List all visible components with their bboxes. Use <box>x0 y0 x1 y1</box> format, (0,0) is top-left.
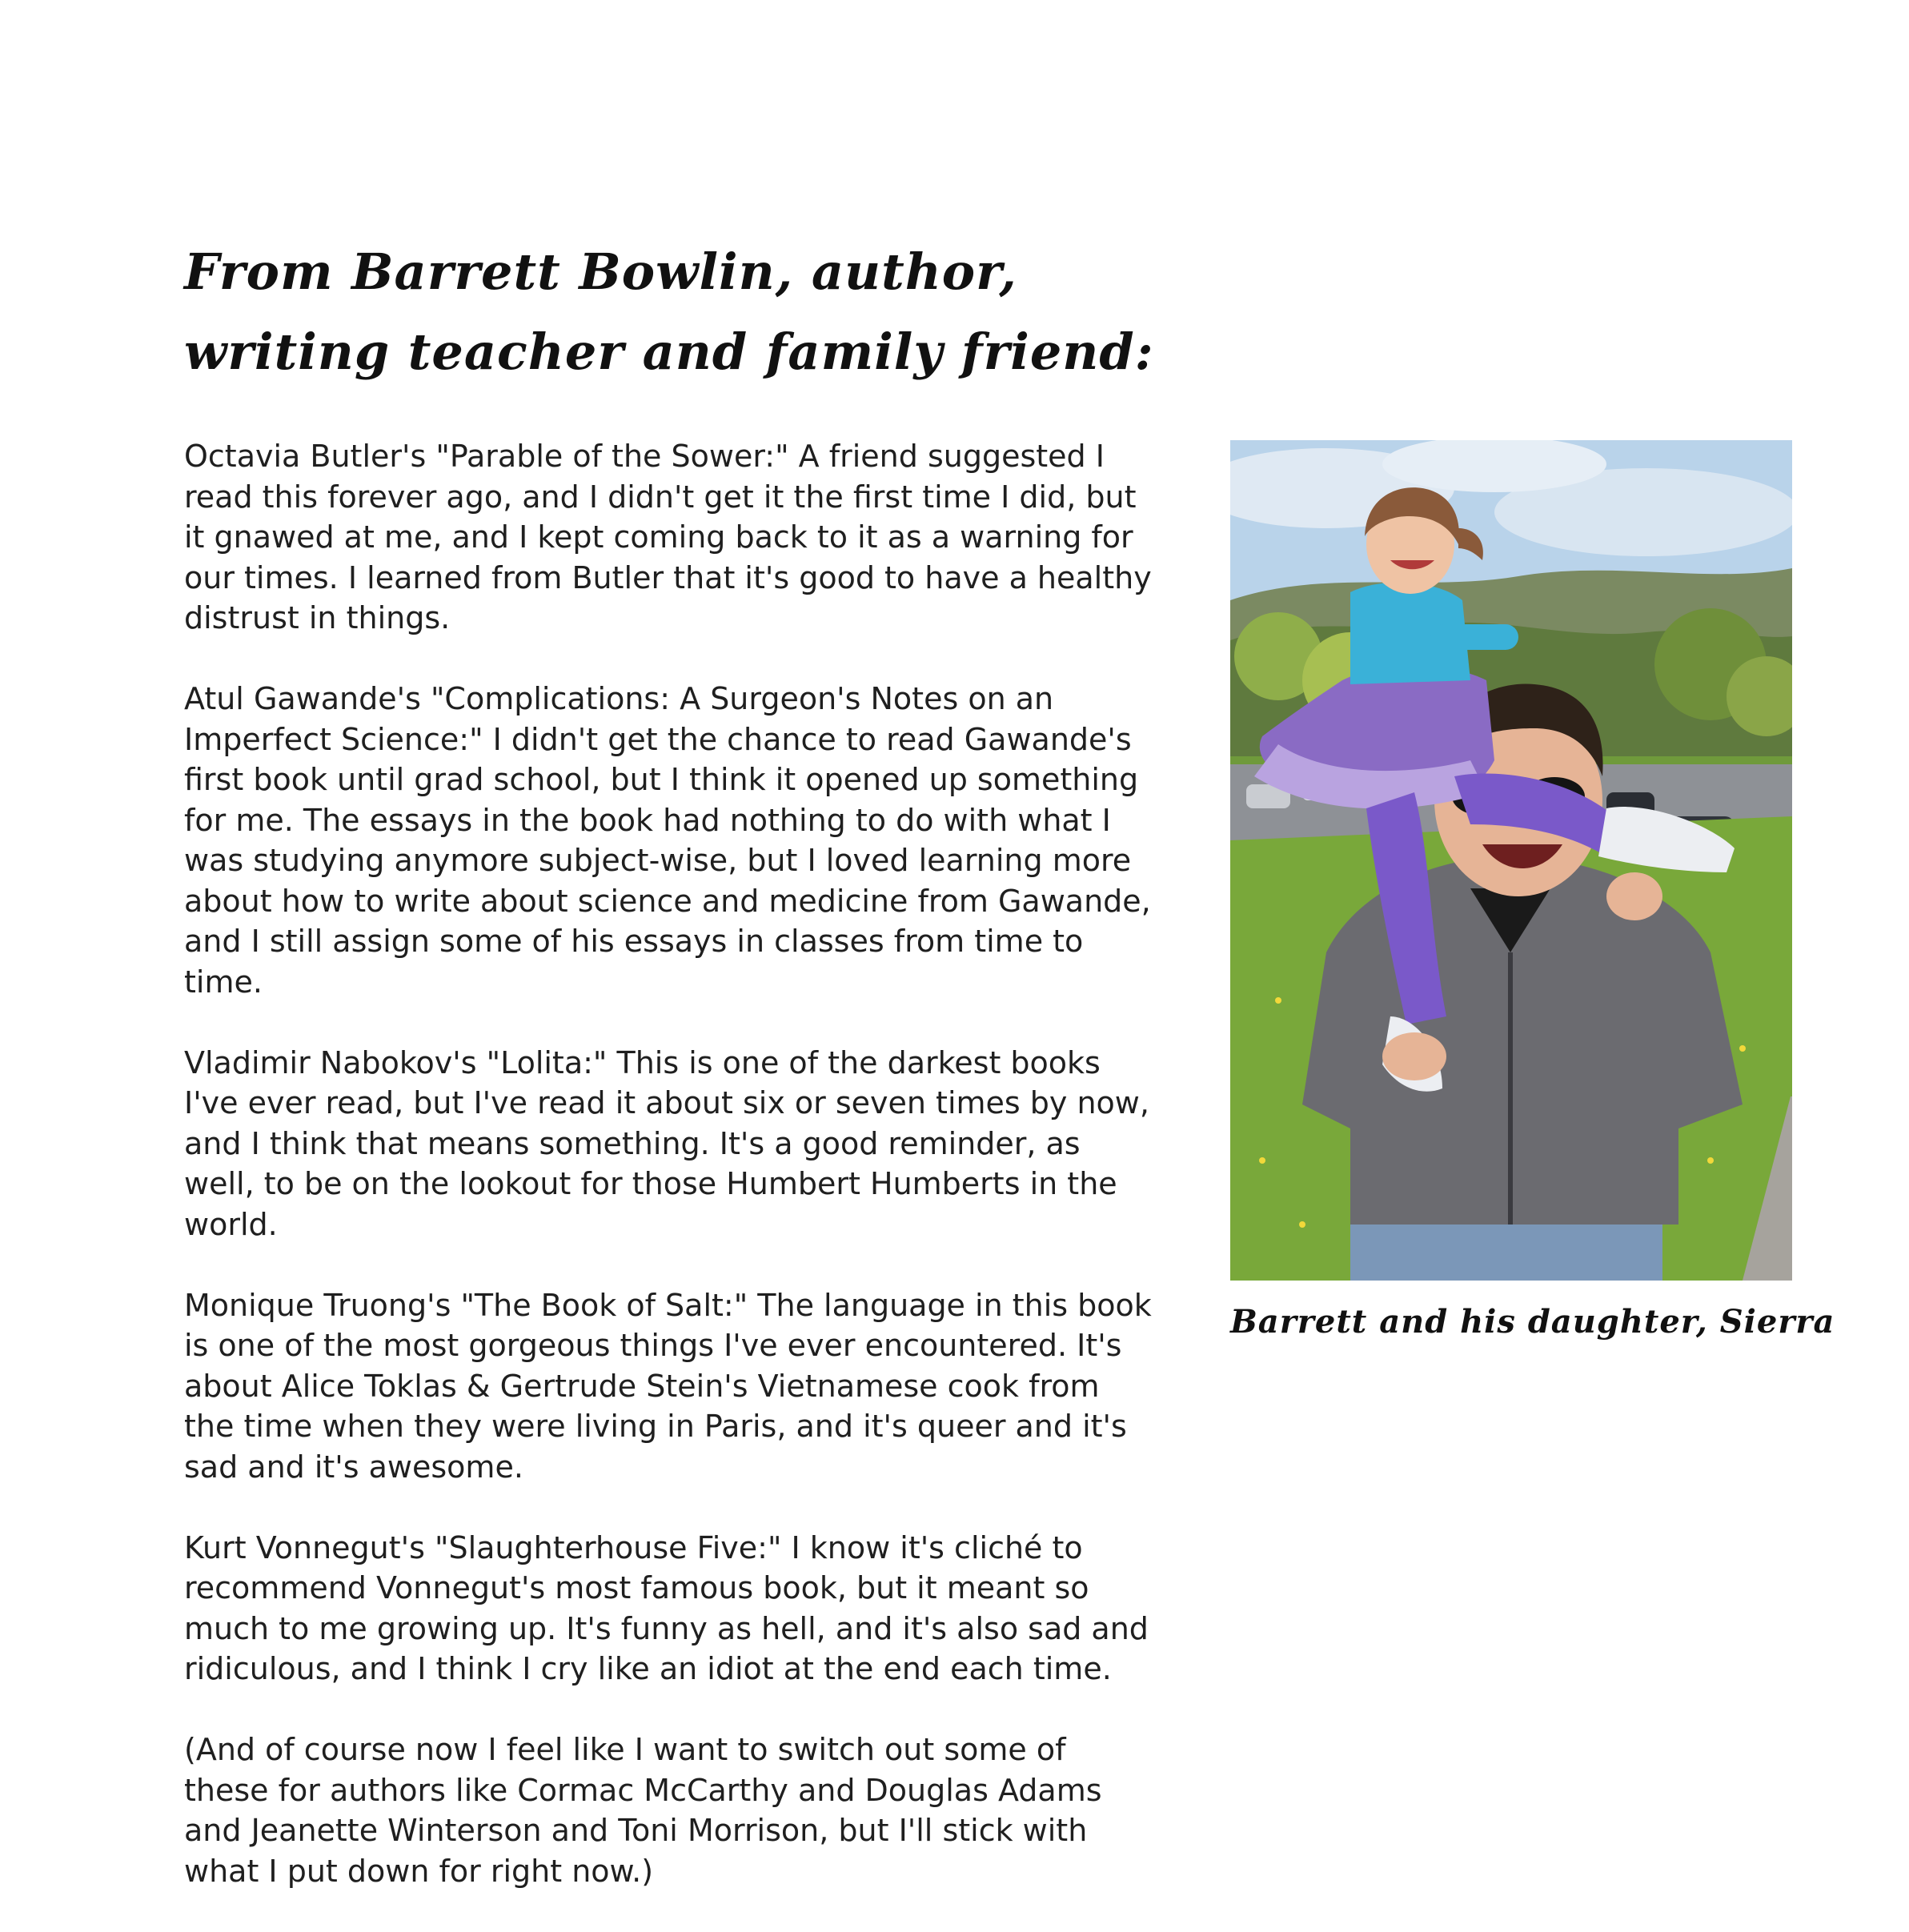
recommendations-text <box>184 436 1153 1932</box>
paragraph-parable-of-the-sower: Octavia Butler's "Parable of the Sower:" A friend suggested I read this forever ago, and I didn't get it the first time I did, but it gnawed at me, and I kept coming back to it as a warning for our times. I learned from Butler that it's good to have a healthy distrust in things. <box>184 439 1152 635</box>
photo-caption: Barrett and his daughter, Sierra <box>1230 1303 1835 1341</box>
family-photo <box>1230 440 1792 1281</box>
heading-line-1: From Barrett Bowlin, author, <box>184 243 1017 301</box>
paragraph-book-of-salt: Monique Truong's "The Book of Salt:" The language in this book is one of the most gorgeous things I've ever encountered. It's about Alice Toklas & Gertrude Stein's Vietnamese cook from the time when they were living in Paris, and it's queer and it's sad and it's awesome. <box>184 1287 1152 1485</box>
paragraph-closing-note: (And of course now I feel like I want to switch out some of these for authors like Cormac McCarthy and Douglas Adams and Jeanette Winterson and Toni Morrison, but I'll stick with what I put down for right now.) <box>184 1732 1102 1889</box>
paragraph-lolita: Vladimir Nabokov's "Lolita:" This is one of the darkest books I've ever read, but I've read it about six or seven times by now, and I think that means something. It's a good reminder, as well, to be on the lookout for those Humbert Humberts in the world. <box>184 1044 1149 1242</box>
page-heading <box>184 232 1225 392</box>
heading-line-2: writing teacher and family friend: <box>184 323 1154 381</box>
paragraph-slaughterhouse-five: Kurt Vonnegut's "Slaughterhouse Five:" I know it's cliché to recommend Vonnegut's most famous book, but it meant so much to me growing up. It's funny as hell, and it's also sad and ridiculous, and I think I cry like an idiot at the end each time. <box>184 1529 1149 1686</box>
paragraph-complications: Atul Gawande's "Complications: A Surgeon's Notes on an Imperfect Science:" I didn't get the chance to read Gawande's first book until grad school, but I think it opened up something for me. The essays in the book had nothing to do with what I was studying anymore subject-wise, but I loved learning more about how to write about science and medicine from Gawande, and I still assign some of his essays in classes from time to time. <box>184 681 1151 1000</box>
